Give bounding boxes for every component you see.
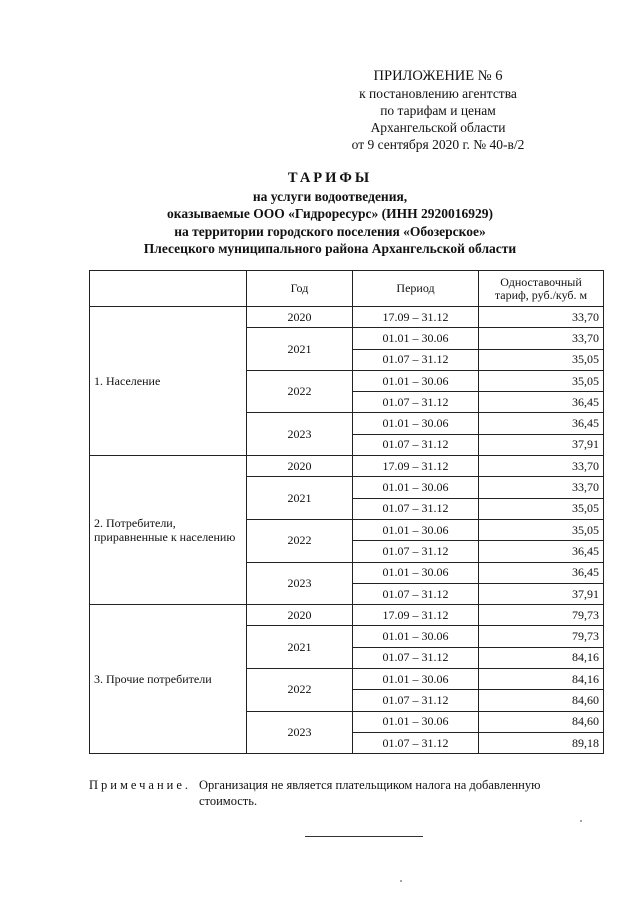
consumer-group-cell: 2. Потребители, приравненные к населению (90, 456, 247, 605)
tariff-cell: 35,05 (479, 349, 604, 370)
heading-line: на услуги водоотведения, (252, 188, 408, 204)
period-cell: 17.09 – 31.12 (353, 456, 479, 477)
year-cell: 2022 (247, 370, 353, 413)
appendix-line: Архангельской области (370, 120, 506, 135)
period-cell: 17.09 – 31.12 (353, 605, 479, 626)
year-cell: 2021 (247, 477, 353, 520)
tariff-table-body (90, 307, 604, 754)
header-period: Период (353, 271, 479, 307)
year-cell: 2021 (247, 328, 353, 371)
appendix-line: по тарифам и ценам (380, 103, 496, 118)
period-cell: 01.01 – 30.06 (353, 413, 479, 434)
period-cell: 01.07 – 31.12 (353, 392, 479, 413)
year-cell: 2023 (247, 562, 353, 605)
period-cell: 01.01 – 30.06 (353, 711, 479, 732)
period-cell: 01.01 – 30.06 (353, 669, 479, 690)
table-row (90, 456, 604, 477)
period-cell: 01.01 – 30.06 (353, 477, 479, 498)
tariff-cell: 36,45 (479, 562, 604, 583)
heading-line: Плесецкого муниципального района Архангельской области (143, 241, 517, 256)
closing-divider (305, 836, 423, 837)
period-cell: 01.07 – 31.12 (353, 541, 479, 562)
header-year: Год (247, 271, 353, 307)
tariff-cell: 84,60 (479, 690, 604, 711)
scan-speck (400, 880, 402, 882)
year-cell: 2023 (247, 711, 353, 754)
tariff-cell: 36,45 (479, 413, 604, 434)
document-title: ТАРИФЫ (287, 170, 373, 186)
appendix-block (308, 68, 568, 153)
year-cell: 2020 (247, 456, 353, 477)
period-cell: 01.01 – 30.06 (353, 328, 479, 349)
period-cell: 01.01 – 30.06 (353, 626, 479, 647)
period-cell: 01.07 – 31.12 (353, 732, 479, 753)
year-cell: 2023 (247, 413, 353, 456)
note-label: Примечание. (89, 778, 192, 792)
period-cell: 17.09 – 31.12 (353, 307, 479, 328)
table-row (90, 307, 604, 328)
appendix-line: к постановлению агентства (359, 86, 517, 101)
tariff-cell: 36,45 (479, 541, 604, 562)
tariff-cell: 33,70 (479, 328, 604, 349)
header-tariff: Одноставочный тариф, руб./куб. м (479, 271, 604, 307)
year-cell: 2020 (247, 307, 353, 328)
tariff-cell: 84,16 (479, 647, 604, 668)
year-cell: 2022 (247, 519, 353, 562)
year-cell: 2020 (247, 605, 353, 626)
table-header-row (90, 271, 604, 307)
appendix-date: от 9 сентября 2020 г. № 40-в/2 (351, 137, 525, 152)
header-group (90, 271, 247, 307)
tariff-cell: 35,05 (479, 370, 604, 391)
period-cell: 01.01 – 30.06 (353, 519, 479, 540)
period-cell: 01.07 – 31.12 (353, 690, 479, 711)
consumer-group-cell: 3. Прочие потребители (90, 605, 247, 754)
period-cell: 01.07 – 31.12 (353, 583, 479, 604)
appendix-title: ПРИЛОЖЕНИЕ № 6 (373, 68, 503, 84)
year-cell: 2022 (247, 669, 353, 712)
tariff-table (89, 270, 604, 754)
period-cell: 01.01 – 30.06 (353, 562, 479, 583)
consumer-group-cell: 1. Население (90, 307, 247, 456)
tariff-cell: 35,05 (479, 498, 604, 519)
tariff-cell: 79,73 (479, 626, 604, 647)
tariff-cell: 36,45 (479, 392, 604, 413)
tariff-cell: 33,70 (479, 456, 604, 477)
tariff-cell: 84,16 (479, 669, 604, 690)
document-heading (60, 170, 600, 258)
tariff-cell: 37,91 (479, 583, 604, 604)
period-cell: 01.01 – 30.06 (353, 370, 479, 391)
tariff-cell: 37,91 (479, 434, 604, 455)
tariff-cell: 79,73 (479, 605, 604, 626)
tariff-cell: 33,70 (479, 307, 604, 328)
note-text: Организация не является плательщиком налога на добавленную (199, 778, 541, 792)
tariff-cell: 33,70 (479, 477, 604, 498)
period-cell: 01.07 – 31.12 (353, 647, 479, 668)
tariff-cell: 84,60 (479, 711, 604, 732)
year-cell: 2021 (247, 626, 353, 669)
tariff-cell: 89,18 (479, 732, 604, 753)
scan-speck (580, 820, 582, 822)
heading-line: на территории городского поселения «Обозерское» (174, 223, 486, 239)
note-text-continued: стоимость. (199, 794, 258, 808)
period-cell: 01.07 – 31.12 (353, 349, 479, 370)
period-cell: 01.07 – 31.12 (353, 498, 479, 519)
heading-line: оказываемые ООО «Гидроресурс» (ИНН 2920016929) (167, 206, 493, 221)
table-row (90, 605, 604, 626)
tariff-cell: 35,05 (479, 519, 604, 540)
period-cell: 01.07 – 31.12 (353, 434, 479, 455)
note (89, 777, 599, 809)
